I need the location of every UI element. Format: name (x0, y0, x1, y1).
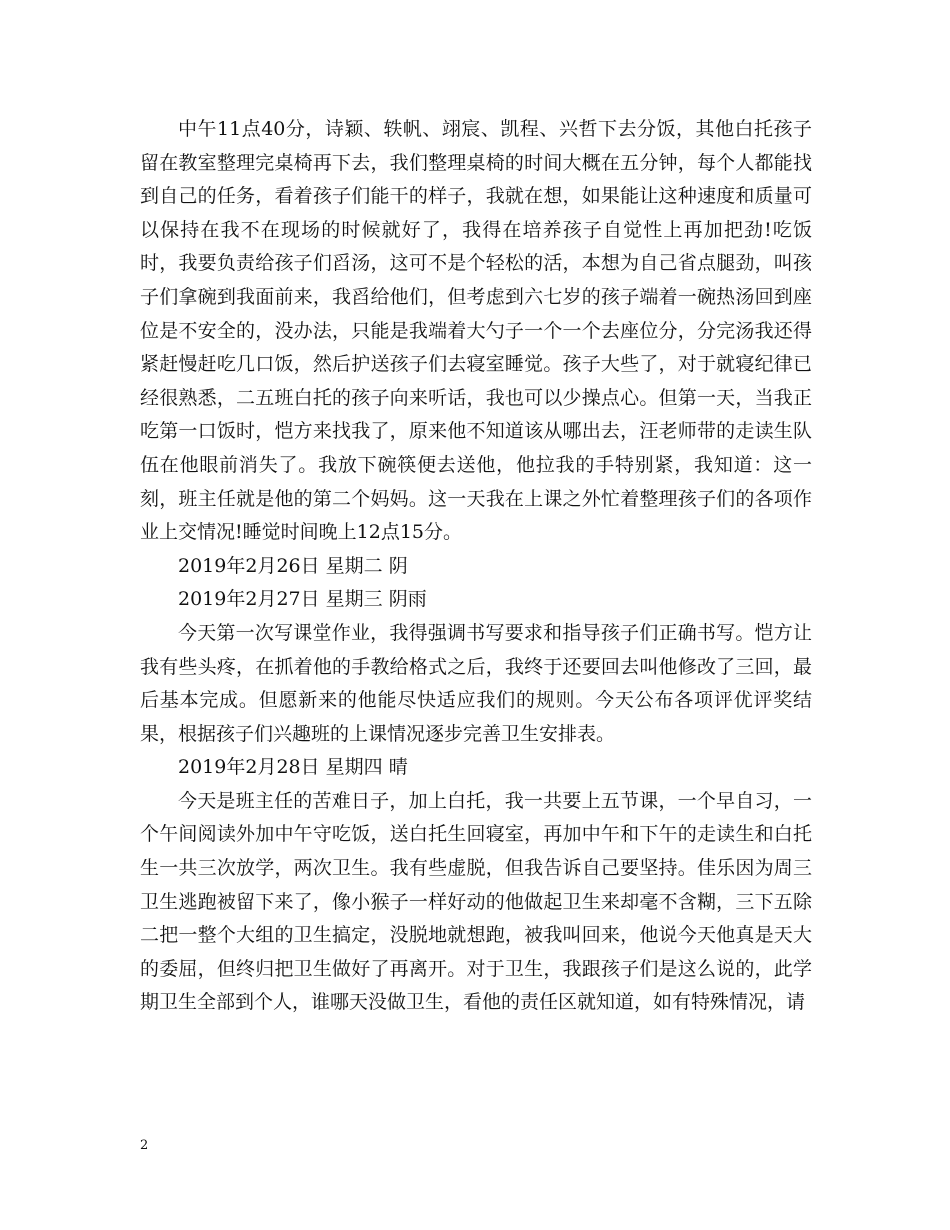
paragraph-classwork: 今天第一次写课堂作业，我得强调书写要求和指导孩子们正确书写。恺方让我有些头疼，在抓着他的手教给格式之后，我终于还要回去叫他修改了三回，最后基本完成。但愿新来的他能尽快适应我们的规则。今天公布各项评优评奖结果，根据孩子们兴趣班的上课情况逐步完善卫生安排表。 (140, 621, 812, 745)
page-number: 2 (140, 1138, 149, 1153)
paragraph-lunch-duty: 中午11点40分，诗颖、轶帆、翊宸、凯程、兴哲下去分饭，其他白托孩子留在教室整理完桌椅再下去，我们整理桌椅的时间大概在五分钟，每个人都能找到自己的任务，看着孩子们能干的样子，我就在想，如果能让这种速度和质量可以保持在我不在现场的时候就好了，我得在培养孩子自觉性上再加把劲!吃饭时，我要负责给孩子们舀汤，这可不是个轻松的活，本想为自己省点腿劲，叫孩子们拿碗到我面前来，我舀给他们，但考虑到六七岁的孩子端着一碗热汤回到座位是不安全的，没办法，只能是我端着大勺子一个一个去座位分，分完汤我还得紧赶慢赶吃几口饭，然后护送孩子们去寝室睡觉。孩子大些了，对于就寝纪律已经很熟悉，二五班白托的孩子向来听话，我也可以少操点心。但第一天，当我正吃第一口饭时，恺方来找我了，原来他不知道该从哪出去，汪老师带的走读生队伍在他眼前消失了。我放下碗筷便去送他，他拉我的手特别紧，我知道：这一刻，班主任就是他的第二个妈妈。这一天我在上课之外忙着整理孩子们的各项作业上交情况!睡觉时间晚上12点15分。 (140, 118, 812, 544)
diary-date-feb-26: 2019年2月26日 星期二 阴 (178, 554, 408, 577)
document-body (140, 113, 812, 1020)
diary-date-feb-27: 2019年2月27日 星期三 阴雨 (178, 588, 427, 611)
diary-date-feb-28: 2019年2月28日 星期四 晴 (178, 756, 408, 779)
paragraph-hard-day: 今天是班主任的苦难日子，加上白托，我一共要上五节课，一个早自习，一个午间阅读外加中午守吃饭，送白托生回寝室，再加中午和下午的走读生和白托生一共三次放学，两次卫生。我有些虚脱，但我告诉自己要坚持。佳乐因为周三卫生逃跑被留下来了，像小猴子一样好动的他做起卫生来却毫不含糊，三下五除二把一整个大组的卫生搞定，没脱地就想跑，被我叫回来，他说今天他真是天大的委屈，但终归把卫生做好了再离开。对于卫生，我跟孩子们是这么说的，此学期卫生全部到个人，谁哪天没做卫生，看他的责任区就知道，如有特殊情况，请 (140, 789, 812, 1014)
